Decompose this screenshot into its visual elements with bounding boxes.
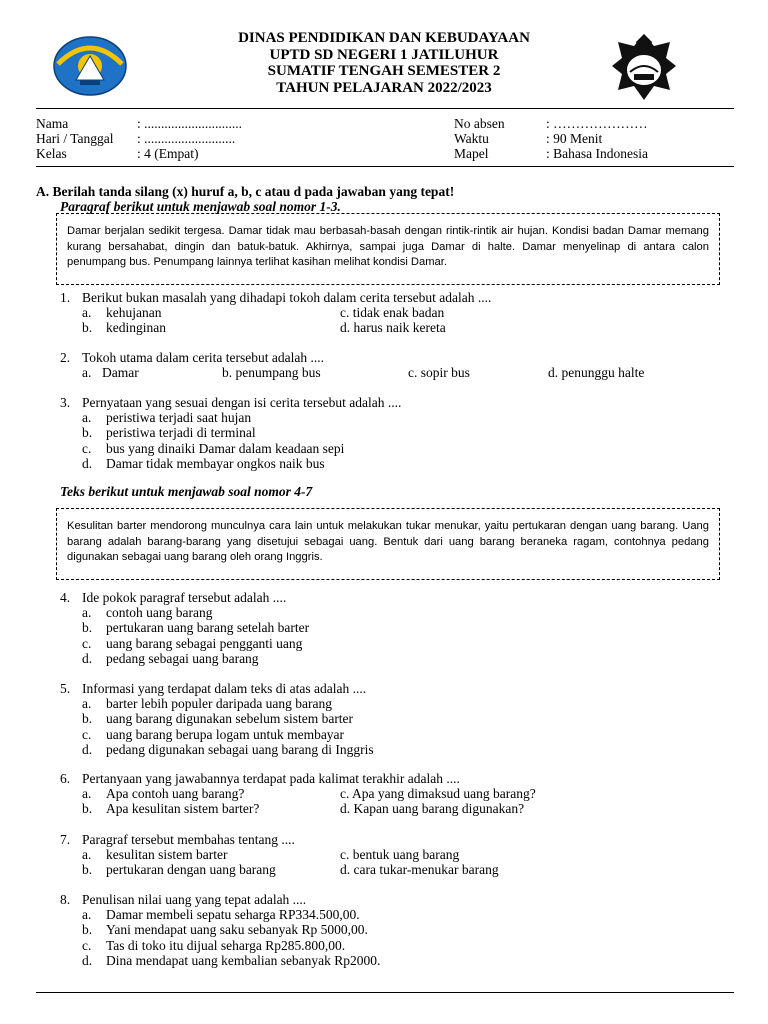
question-number: 7. <box>60 832 71 847</box>
question-4 <box>60 590 309 666</box>
option-a[interactable]: a. barter lebih populer daripada uang barang <box>82 696 333 712</box>
kelas-value: : 4 (Empat) <box>137 146 199 161</box>
option-a[interactable]: a. kesulitan sistem barter <box>82 847 228 863</box>
question-text: Ide pokok paragraf tersebut adalah .... <box>82 590 287 605</box>
option-d[interactable]: d. penunggu halte <box>548 365 645 381</box>
option-c[interactable]: c. uang barang sebagai pengganti uang <box>82 635 303 651</box>
question-text: Informasi yang terdapat dalam teks di atas adalah .... <box>82 681 367 696</box>
paragraph-2-intro: Teks berikut untuk menjawab soal nomor 4-7 <box>60 484 313 499</box>
option-d[interactable]: d. Dina mendapat uang kembalian sebanyak Rp2000. <box>82 952 381 968</box>
option-b[interactable]: b. uang barang digunakan sebelum sistem barter <box>82 711 354 727</box>
question-number: 6. <box>60 771 71 786</box>
question-number: 3. <box>60 395 71 410</box>
option-b[interactable]: b. pertukaran uang barang setelah barter <box>82 620 310 636</box>
section-instruction: A. Berilah tanda silang (x) huruf a, b, c atau d pada jawaban yang tepat! <box>36 184 455 199</box>
question-2 <box>60 350 644 380</box>
waktu-label: Waktu <box>454 131 489 146</box>
option-a[interactable]: a. Apa contoh uang barang? <box>82 786 245 802</box>
question-text: Pernyataan yang sesuai dengan isi cerita tersebut adalah .... <box>82 395 402 410</box>
info-divider <box>36 166 734 167</box>
option-a[interactable]: a. contoh uang barang <box>82 605 213 621</box>
hari-field[interactable]: : ........................... <box>137 131 236 146</box>
option-c[interactable]: c. tidak enak badan <box>340 305 445 321</box>
waktu-value: : 90 Menit <box>546 131 603 146</box>
question-text: Tokoh utama dalam cerita tersebut adalah .... <box>82 350 324 365</box>
option-c[interactable]: c. bus yang dinaiki Damar dalam keadaan sepi <box>82 440 345 456</box>
hari-label: Hari / Tanggal <box>36 131 114 146</box>
option-b[interactable]: b. kedinginan <box>82 320 166 336</box>
passage-2-text: Kesulitan barter mendorong munculnya cara lain untuk melakukan tukar menukar, yaitu pertukaran dengan uang barang. Uang barang adalah barang-barang yang disetujui sebagai uang. Bentuk dari uang barang beraneka ragam, contohnya pedang digunakan sebagai uang barang oleh orang Inggris. <box>67 520 709 563</box>
option-b[interactable]: b. Yani mendapat uang saku sebanyak Rp 5000,00. <box>82 922 368 938</box>
option-c[interactable]: c. uang barang berupa logam untuk membayar <box>82 726 345 742</box>
question-number: 2. <box>60 350 71 365</box>
question-1 <box>60 290 491 336</box>
paragraph-1-intro: Paragraf berikut untuk menjawab soal nomor 1-3. <box>60 199 341 214</box>
question-text: Pertanyaan yang jawabannya terdapat pada kalimat terakhir adalah .... <box>82 771 460 786</box>
question-5 <box>60 681 374 757</box>
question-number: 5. <box>60 681 71 696</box>
option-b[interactable]: b. penumpang bus <box>222 365 321 381</box>
option-a[interactable]: a. kehujanan <box>82 305 162 321</box>
question-number: 4. <box>60 590 71 605</box>
header-line-3: SUMATIF TENGAH SEMESTER 2 <box>267 63 501 79</box>
nama-field[interactable]: : ............................. <box>137 116 243 131</box>
student-info-left <box>36 116 242 161</box>
header-line-1: DINAS PENDIDIKAN DAN KEBUDAYAAN <box>238 30 530 46</box>
option-a[interactable]: a. peristiwa terjadi saat hujan <box>82 410 252 426</box>
question-7 <box>60 832 499 878</box>
footer-divider <box>36 992 734 993</box>
option-c[interactable]: c. Tas di toko itu dijual seharga Rp285.800,00. <box>82 937 346 953</box>
school-header <box>0 30 768 96</box>
mapel-value: : Bahasa Indonesia <box>546 146 648 161</box>
reading-passage-2 <box>56 508 720 580</box>
reading-passage-1 <box>56 213 720 285</box>
option-b[interactable]: b. Apa kesulitan sistem barter? <box>82 801 260 817</box>
kelas-label: Kelas <box>36 146 67 161</box>
option-a[interactable]: a. Damar <box>82 365 139 381</box>
nama-label: Nama <box>36 116 69 131</box>
option-c[interactable]: c. Apa yang dimaksud uang barang? <box>340 786 536 802</box>
option-d[interactable]: d. Damar tidak membayar ongkos naik bus <box>82 455 325 471</box>
question-6 <box>60 771 536 817</box>
question-8 <box>60 892 380 968</box>
question-text: Penulisan nilai uang yang tepat adalah .... <box>82 892 307 907</box>
question-text: Berikut bukan masalah yang dihadapi tokoh dalam cerita tersebut adalah .... <box>82 290 492 305</box>
question-3 <box>60 395 401 471</box>
option-d[interactable]: d. Kapan uang barang digunakan? <box>340 801 525 817</box>
student-info-right <box>454 116 648 161</box>
option-d[interactable]: d. pedang sebagai uang barang <box>82 650 259 666</box>
question-text: Paragraf tersebut membahas tentang .... <box>82 832 295 847</box>
option-d[interactable]: d. pedang digunakan sebagai uang barang di Inggris <box>82 741 374 757</box>
header-line-2: UPTD SD NEGERI 1 JATILUHUR <box>269 46 499 63</box>
option-b[interactable]: b. pertukaran dengan uang barang <box>82 862 276 878</box>
passage-1-text: Damar berjalan sedikit tergesa. Damar tidak mau berbasah-basah dengan rintik-rintik air hujan. Kondisi badan Damar memang kurang bersahabat, dingin dan batuk-batuk. Akhirnya, sampai juga Damar di halte. Damar menyelinap di antara calon penumpang bus. Penumpang lainnya terlihat kasihan melihat kondisi Damar. <box>67 225 709 268</box>
absen-field[interactable]: : ………………… <box>546 116 648 131</box>
header-divider <box>36 108 734 109</box>
option-a[interactable]: a. Damar membeli sepatu seharga RP334.500,00. <box>82 907 360 923</box>
question-number: 1. <box>60 290 71 305</box>
question-number: 8. <box>60 892 71 907</box>
option-c[interactable]: c. sopir bus <box>408 365 470 381</box>
option-c[interactable]: c. bentuk uang barang <box>340 847 460 863</box>
header-line-4: TAHUN PELAJARAN 2022/2023 <box>276 79 492 96</box>
option-b[interactable]: b. peristiwa terjadi di terminal <box>82 425 256 441</box>
mapel-label: Mapel <box>454 146 489 161</box>
absen-label: No absen <box>454 116 505 131</box>
option-d[interactable]: d. harus naik kereta <box>340 320 446 336</box>
option-d[interactable]: d. cara tukar-menukar barang <box>340 862 499 878</box>
